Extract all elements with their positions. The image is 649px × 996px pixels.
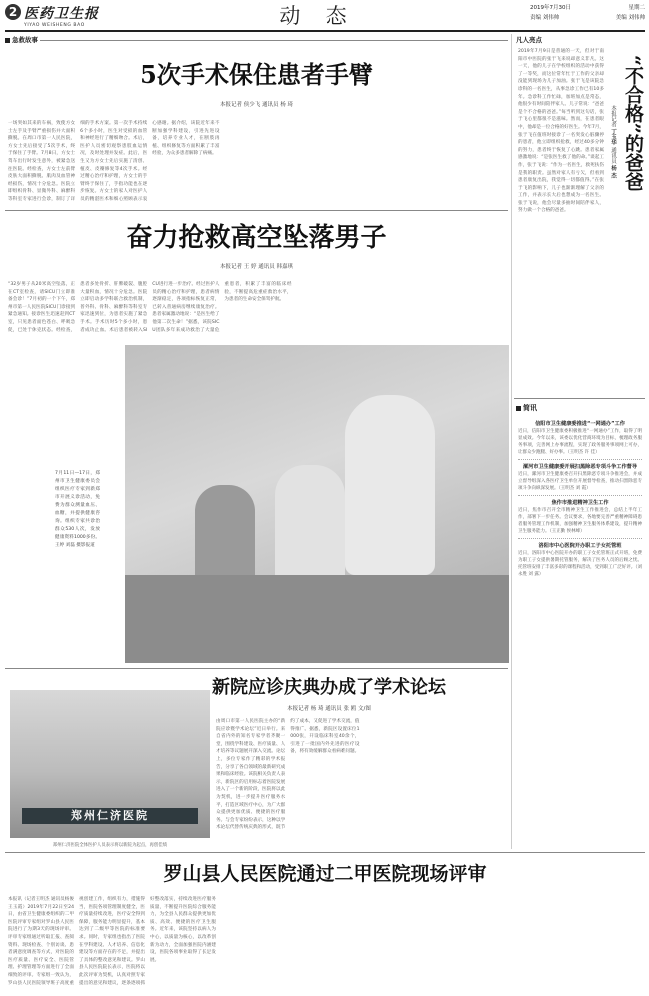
article2-headline: 奋力抢救高空坠落男子 (126, 223, 387, 253)
article4-rule (5, 852, 645, 853)
article5-body-top (518, 48, 604, 228)
brief-text: 近日，信阳市卫生健康委积极推进“一网通办”工作，取得了明显成效。今年以来，该委以优化营商环境为目标，梳理政务服务事项，完善网上办事流程，实现了政务服务事项网上可办，让群众少跑腿、好办事。（王明杰 许 佳） (518, 429, 642, 455)
brief-text: 近日，焦作市召开全市精神卫生工作推进会，总结上半年工作，部署下一步任务。会议要求，各地要完善严重精神障碍患者服务管理工作机制，加强精神卫生服务体系建设，提升精神卫生服务能力。（王正勤 侯林峰） (518, 508, 642, 534)
brief-title: 信阳市卫生健康委推进“一网通办”工作 (535, 421, 625, 427)
masthead-cn: 医药卫生报 (24, 6, 99, 22)
brief-item (518, 542, 642, 578)
article5-byline-label: 本报记者 (610, 105, 616, 127)
header-rule (5, 30, 645, 32)
article1-rule (5, 210, 508, 211)
article3-text: 由周口市第一人民医院主办的“新院应诊暨学术论坛”近日举行。来自省内外的知名专家学者齐聚一堂，围绕学科建设、医疗质量、人才培养等议题展开深入交流。论坛上，多位专家作了精彩的学术报告，分享了各自领域的最新研究成果和临床经验。该院相关负责人表示，新院区的启用标志着医院发展进入了一个新的阶段，医院将以此为契机，进一步提升医疗服务水平，打造区域医疗中心，为广大群众提供更加优质、便捷的医疗服务。与会专家纷纷表示，这种以学术论坛代替传统庆典的形式，既节约了成本，又促进了学术交流，值得推广。据悉，新院区设置床位1000张，开设临床科室40余个，引进了一批国内外先进的医疗设备，将有效缓解群众看病难问题。 (216, 719, 360, 831)
tag-rule-left (40, 40, 508, 41)
briefs-rule (514, 398, 645, 399)
brief-title: 焦作市推进精神卫生工作 (551, 500, 609, 506)
brief-item (518, 420, 642, 456)
square-icon (516, 406, 521, 411)
article1-body (8, 120, 508, 205)
brief-text: 近日，洛阳市中心医院开办的职工子女托管班正式开班，免费为职工子女提供暑期托管服务，解决了医务人员的后顾之忧。托管班安排了丰富多彩的课程和活动，受到职工广泛好评。（刘永胜 刘 露） (518, 551, 642, 577)
brief-item (518, 463, 642, 492)
masthead (24, 3, 114, 27)
article5-text: 2019年7月9日是普通的一天，但对于南阳市中医院的张于飞来说却意义非凡。这一天，他的儿子在学校组织的活动中获得了一等奖，而这位常年忙于工作的父亲却没能到现场为儿子加油。张于飞是该院急诊科的一名医生，从事急诊工作已有10多年。急诊科工作忙碌，加班加点是常态，他很少有时间陪伴家人。儿子常说：“爸爸是个不合格的爸爸。”每当听到这句话，张于飞心里都很不是滋味。然而，在患者眼中，他却是一位合格的好医生。今年7月，张于飞在值班时接诊了一名突发心脏骤停的患者，他立即组织抢救，经过40多分钟的努力，患者终于恢复了心跳。患者家属感激地说：“是张医生救了他的命。”谈起工作，张于飞说：“作为一名医生，救死扶伤是我的职责。虽然对家人有亏欠，但看到患者康复出院，我觉得一切都值得。”在张于飞的影响下，儿子也渐渐理解了父亲的工作，并表示长大后也想成为一名医生。张于飞说，他会尽量多抽时间陪伴家人，努力做一个合格的爸爸。 (518, 49, 604, 214)
article1-headline: 5次手术保住患者手臂 (140, 60, 373, 89)
column-tag-right (516, 34, 596, 46)
article2-body (8, 281, 508, 341)
briefs-label (516, 402, 576, 414)
photo-caption (55, 470, 100, 580)
article5-byline (607, 105, 619, 235)
square-icon (5, 38, 10, 43)
briefs-label-text: 简讯 (523, 404, 537, 412)
article2-byline: 本报记者 王 婷 通讯员 韩嘉琪 (220, 264, 293, 270)
article3-body (216, 718, 508, 838)
section-title: 动 态 (279, 4, 351, 28)
article3-headline: 新院应诊庆典办成了学术论坛 (212, 677, 446, 698)
issue-weekday: 星期二 (628, 5, 645, 11)
designer-credit: 美编 刘伟帅 (615, 15, 645, 21)
article5-byline-tx: 通讯员 (610, 147, 616, 164)
brief-title: 洛阳市中心医院开办职工子女托管班 (538, 543, 622, 549)
photo-banner: 郑州仁济医院 (22, 808, 198, 824)
photo-caption-text: 7月11日—17日，郑州市卫生健康委员会组织医疗专家到新郑市开展义诊活动，免费为群众测量血压、血糖，并提供健康咨询。组织专家共诊治群众530人次，发放健康资料1000多份。王婷 刘磊 摄影报道 (55, 471, 100, 548)
page-number-badge: 2 (5, 4, 21, 20)
article5-byline-name: 丁玉华 (610, 128, 616, 146)
masthead-en: YIYAO WEISHENG BAO (24, 23, 85, 27)
article4-headline: 罗山县人民医院通过二甲医院现场评审 (163, 863, 487, 885)
issue-date: 2019年7月30日 (530, 5, 571, 11)
article3-rule (5, 668, 508, 669)
medical-screening-photo (125, 345, 509, 663)
article1-byline: 本报记者 侯少飞 通讯员 杨 琦 (220, 102, 293, 108)
article5-byline-name2: 杨 杰 (610, 165, 616, 179)
brief-separator (518, 495, 642, 496)
brief-title: 漯河市卫生健康委开展扫黑除恶专项斗争工作督导 (522, 464, 638, 470)
article4-body (8, 896, 642, 992)
article1-text: 一场突如其来的车祸，致使方女士左手及手臂严重损伤并大面积撕脱。在周口市第一人民医院，方女士先后接受了5次手术，终于保住了手臂。7月8日，方女士驾车出行时发生意外，被紧急送往医院。经检查，方女士左前臂皮肤大面积撕脱、肌肉及血管神经损伤，情况十分危急。医院立即组织骨科、显微外科、麻醉科等科室专家进行会诊，制订了详细的手术方案。第一次手术持续6个多小时，医生对受损的血管和神经进行了精细吻合。术后，医护人员密切观察患肢血运情况，及时处理并发症。此后，医生又为方女士先后实施了清创、植皮、皮瓣修复等4次手术。经过精心治疗和护理，方女士的手臂终于保住了，手指功能也在逐步恢复。方女士的家人对医护人员的精湛医术和细心照顾表示衷心感谢。据介绍，该院近年来不断加强学科建设，引进先进设备，培养专业人才，在断肢再植、组织修复等方面积累了丰富经验，为众多患者解除了病痛。 (8, 121, 220, 202)
editor-credit: 责编 刘伟帅 (530, 15, 560, 21)
brief-separator (518, 538, 642, 539)
column-tag-left-label: 急救故事 (12, 36, 38, 44)
issue-info (530, 3, 645, 27)
article3-byline: 本报记者 杨 琦 通讯员 张 鸥 文/图 (287, 706, 371, 712)
article4-text: 本报讯（记者王明杰 通讯员杨俊 王玉霞）2019年7月22日至24日，由省卫生健康委组织的二甲医院评审专家组对罗山县人民医院进行了为期3天的现场评审。评审专家组通过听取汇报、查阅资料、现场检查、个别访谈、患者满意度调查等方式，对医院的医疗质量、医疗安全、医院管理、护理管理等方面进行了全面细致的评审。专家组一致认为，罗山县人民医院领导班子高度重视创建工作，组织有力，措施得当，医院各项管理制度健全，医疗质量持续改进，医疗安全得到保障，服务能力明显提升，基本达到了二级甲等医院的标准要求。同时，专家组也指出了医院在学科建设、人才培养、信息化建设等方面存在的不足，并提出了具体的整改意见和建议。罗山县人民医院院长表示，医院将以此次评审为契机，认真对照专家提出的意见和建议，逐条逐项抓好整改落实，持续改进医疗服务质量，不断提升医院综合服务能力，为全县人民群众提供更加优质、高效、便捷的医疗卫生服务。近年来，该院坚持以病人为中心，以质量为核心，以改革创新为动力，全面加强医院内涵建设，医院各项事业取得了长足发展。 (8, 897, 216, 986)
brief-text: 近日，漯河市卫生健康委召开扫黑除恶专项斗争推进会，并成立督导组深入各医疗卫生单位开展督导检查，推动扫黑除恶专项斗争向纵深发展。（王明杰 刘 霞） (518, 472, 642, 491)
column-tag-right-label: 凡人亮点 (516, 36, 542, 44)
article5-headline: “不合格”的爸爸 (622, 55, 644, 191)
right-column-divider (511, 34, 512, 849)
hospital-opening-photo (10, 690, 210, 838)
briefs-list (518, 418, 642, 848)
photo3-caption: 郑州仁济医院全体医护人员表示将以新院为起点，再创佳绩 (52, 843, 168, 848)
article2-text: “32岁男子从20米高空坠落，正在CT室检查，请SICU门立即准备会诊！”7月初的一个下午，郑州市第一人民医院SICU门诊接到紧急通知。接诊医生迅速赶到CT室，只见患者面色苍白、呼吸急促，已处于休克状态。经检查，患者多处骨折、肝脾破裂、腹腔大量积血，情况十分危急。医院立即启动多学科联合救治机制，普外科、骨科、麻醉科等科室专家迅速到位，为患者实施了紧急手术。手术历时5个多小时，患者成功止血。术后患者被转入SICU进行进一步治疗。经过医护人员的精心治疗和护理，患者病情逐渐稳定，各项指标恢复正常，已转入普通病房继续康复治疗。患者家属激动地说：“是医生给了他第二次生命！”据悉，该院SICU团队多年来成功救治了大量危重患者，积累了丰富的临床经验，不断提高危重症救治水平，为患者的生命安全保驾护航。 (8, 282, 292, 333)
brief-item (518, 499, 642, 535)
brief-separator (518, 459, 642, 460)
